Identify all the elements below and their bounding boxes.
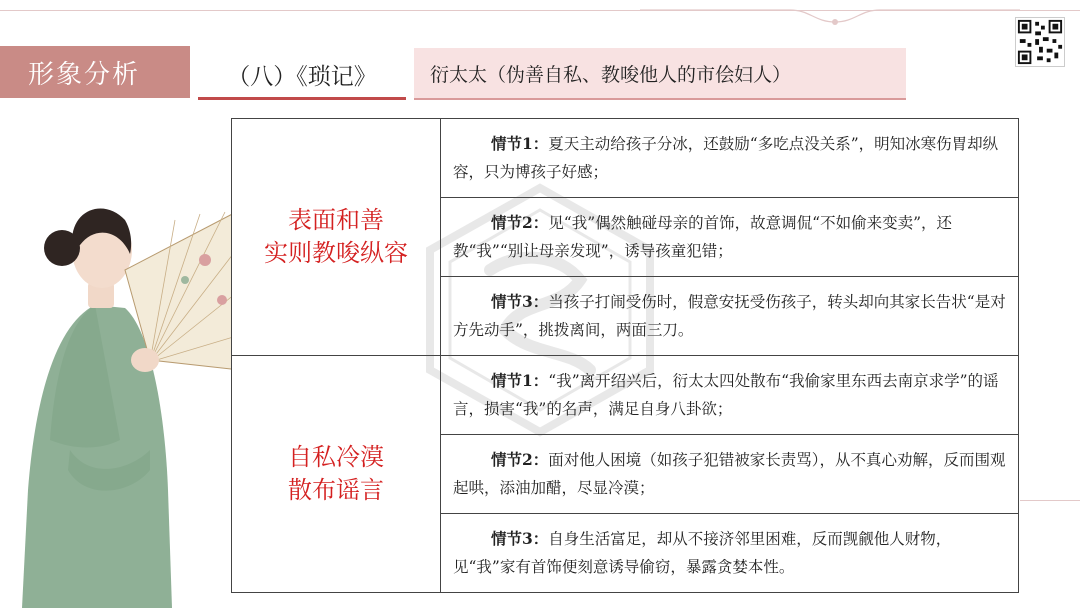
plot-cell xyxy=(441,277,1019,356)
plot-cell xyxy=(441,198,1019,277)
plot-text: 自身生活富足，却从不接济邻里困难，反而觊觎他人财物，见“我”家有首饰便刻意诱导偷窃，暴露贪婪本性。 xyxy=(453,530,952,576)
woman-with-fan-illustration xyxy=(0,150,240,608)
plot-cell xyxy=(441,119,1019,198)
table-row xyxy=(232,356,1019,435)
plot-label: 情节3： xyxy=(491,529,549,548)
category-line: 实则教唆纵容 xyxy=(264,239,408,267)
plot-text: 当孩子打闹受伤时，假意安抚受伤孩子，转头却向其家长告状“是对方先动手”，挑拨离间，两面三刀。 xyxy=(453,293,1006,339)
subtitle-underline xyxy=(198,97,406,100)
plot-label: 情节1： xyxy=(491,371,549,390)
category-line: 散布谣言 xyxy=(288,476,384,504)
plot-cell xyxy=(441,514,1019,593)
plot-label: 情节1： xyxy=(491,134,549,153)
bottom-right-divider xyxy=(1020,500,1080,501)
plot-text: 夏天主动给孩子分冰，还鼓励“多吃点没关系”，明知冰寒伤胃却纵容，只为博孩子好感； xyxy=(453,135,999,181)
plot-label: 情节3： xyxy=(491,292,549,311)
category-line: 表面和善 xyxy=(288,206,384,234)
plot-text: 见“我”偶然触碰母亲的首饰，故意调侃“不如偷来变卖”，还教“我”“别让母亲发现”，诱导孩童犯错； xyxy=(453,214,952,260)
section-title: 形象分析 xyxy=(0,46,190,98)
character-description xyxy=(414,48,906,98)
chapter-subtitle: （八）《琐记》 xyxy=(227,64,377,90)
plot-cell xyxy=(441,435,1019,514)
plot-label: 情节2： xyxy=(491,213,549,232)
category-cell xyxy=(232,119,441,356)
plot-text: “我”离开绍兴后，衍太太四处散布“我偷家里东西去南京求学”的谣言，损害“我”的名声，满足自身八卦欲； xyxy=(453,372,999,418)
category-cell xyxy=(232,356,441,593)
category-line: 自私冷漠 xyxy=(288,443,384,471)
qr-code-icon[interactable] xyxy=(1015,17,1065,67)
plot-label: 情节2： xyxy=(491,450,549,469)
decorative-line-ornament xyxy=(640,0,1020,30)
plot-cell xyxy=(441,356,1019,435)
description-underline xyxy=(414,98,906,100)
character-description-text: 衍太太（伪善自私、教唆他人的市侩妇人） xyxy=(430,63,792,86)
plot-text: 面对他人困境（如孩子犯错被家长责骂），从不真心劝解，反而围观起哄，添油加醋，尽显冷漠； xyxy=(453,451,1006,497)
table-row xyxy=(232,119,1019,198)
character-analysis-table xyxy=(231,118,1019,593)
